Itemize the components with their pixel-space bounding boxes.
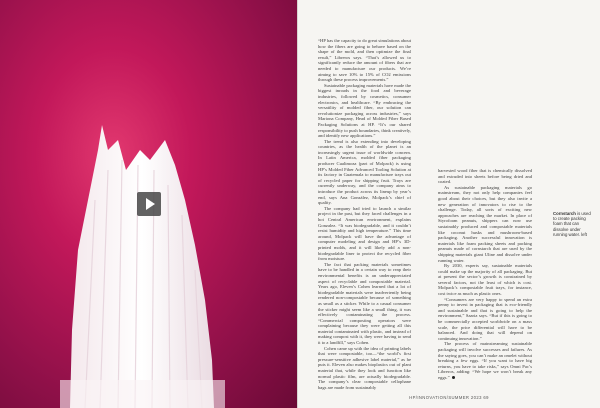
article-column-1 [318, 38, 411, 390]
paragraph: “Consumers are very happy to spend an extra penny to invest in packaging that is eco-friendly and sustainable and that is going to help the environment,” Saaria says. “But if this is going to be commercially accepted worldwide on a mass scale, the price differential will have to be balanced. And doing that will depend on continuing innovation.” [438, 296, 532, 341]
paragraph: The trend is also extending into developing countries, as the health of the planet is an increasingly urgent issue of worldwide concern. In Latin America, molded fiber packaging producer Cualimoza (part of Molpack) is using HP’s Molded Fiber Advanced Tooling Solution at its factory in Guatemala to manufacture trays out of recycled paper for shipping fruit. Trays are currently underway, and the company aims to introduce the product across its lineup by year’s end, says Ana González, Molpack’s chief of quality. [318, 138, 411, 206]
paragraph: harvested wood fiber that is chemically dissolved and extruded into sheets before being dried and coated. [438, 168, 532, 185]
paragraph: The fact that packing materials sometimes have to be handled in a certain way to reap their environmental benefits is an underappreciated aspect of recyclable and compostable material. Years ago, Eleven’s Cohen learned that a lot of biodegradable materials were inadvertently being rendered non-compostable because of something as small as a sticker. While to a casual consumer the sticker might seem like a small thing, it was effectively contaminating the process. “Commercial composting operators were complaining because they were getting all this material contaminated with plastic, and instead of making compost with it, they were having to send it to a landfill,” says Cohen. [318, 261, 411, 346]
page-footer: HP/INNOVATION/SUMMER 2023 69 [409, 395, 489, 400]
caption-text: is used to create packing foam that can dissolve under running water. left [553, 211, 591, 237]
video-play-button[interactable] [137, 192, 161, 216]
end-mark-icon [452, 376, 455, 379]
article-page [298, 0, 600, 408]
paragraph-last [438, 341, 532, 380]
paragraph: Cohen came up with the idea of printing labels that were compostable, too—“the world’s first pressure-sensitive adhesive label material,” as he puts it. Eleven also makes bioplastics out of plant material that, while they look and function like normal plastic film, are actually biodegradable. The company’s clear compostable cellophane bags are made from sustainably [318, 345, 411, 390]
paragraph: As sustainable packaging materials go mainstream, they not only help companies feel good about their choices, but they also invite a new generation of innovators to rise to the challenge. Today, all sorts of exciting new approaches are reaching the market. In place of Styrofoam peanuts, shippers can now use sustainably produced and compostable materials like coconut husks and mushroom-based packaging. Another successful innovation is materials like foam packing sheets and packing peanuts made of cornstarch that are used by the shipping materials giant Uline and dissolve under running water. [438, 184, 532, 263]
paragraph: Sustainable packaging materials have made the biggest inroads in the food and beverage industries, followed by cosmetics, consumer electronics, and healthcare. “By embracing the versatility of molded fiber, our solution can revolutionize packaging across industries,” says Mariona Company, Head of Molded Fiber Based Packaging Solutions at HP. “It’s our shared responsibility to push boundaries, think creatively, and identify new applications.” [318, 82, 411, 139]
paragraph: By 2030, experts say, sustainable materials could make up the majority of all packaging. But at present the sector’s growth is constrained by several factors, not the least of which is cost. Molpack’s compostable fruit trays, for instance, cost twice as much as plastic ones. [438, 263, 532, 297]
paragraph-text: The process of mainstreaming sustainable packaging will involve successes and failures. As the saying goes, you can’t make an omelet without breaking a few eggs. “If you want to have big returns, you have to take risks,” says Omni Pac’s Libreros, adding: “We hope we won’t break any eggs.” [438, 341, 532, 380]
article-column-2 [438, 168, 532, 381]
caption-bold: Cornstarch [553, 211, 576, 216]
play-icon [146, 198, 155, 210]
photo-caption [553, 211, 591, 237]
paragraph: “HP has the capacity to do great simulations about how the fibers are going to behave based on the shape of the mold, and then optimize the final result,” Libreros says. “That’s allowed us to significantly reduce the amount of fibers that are needed to manufacture our products. We’re aiming to save 10% to 15% of CO2 emissions through these process improvements.” [318, 38, 411, 83]
cornstarch-foam-photo [0, 0, 298, 408]
paragraph: The company had tried to launch a similar project in the past, but they faced challenges in a hot Central American environment, explains Gonzalez. “It was biodegradable, and it couldn’t resist humidity and high temperature.” This time around, Molpack will have the advantage of computer modeling and design and HP’s 3D-printed molds, and it will likely add a non-biodegradable liner to protect the recycled fiber from moisture. [318, 205, 411, 262]
